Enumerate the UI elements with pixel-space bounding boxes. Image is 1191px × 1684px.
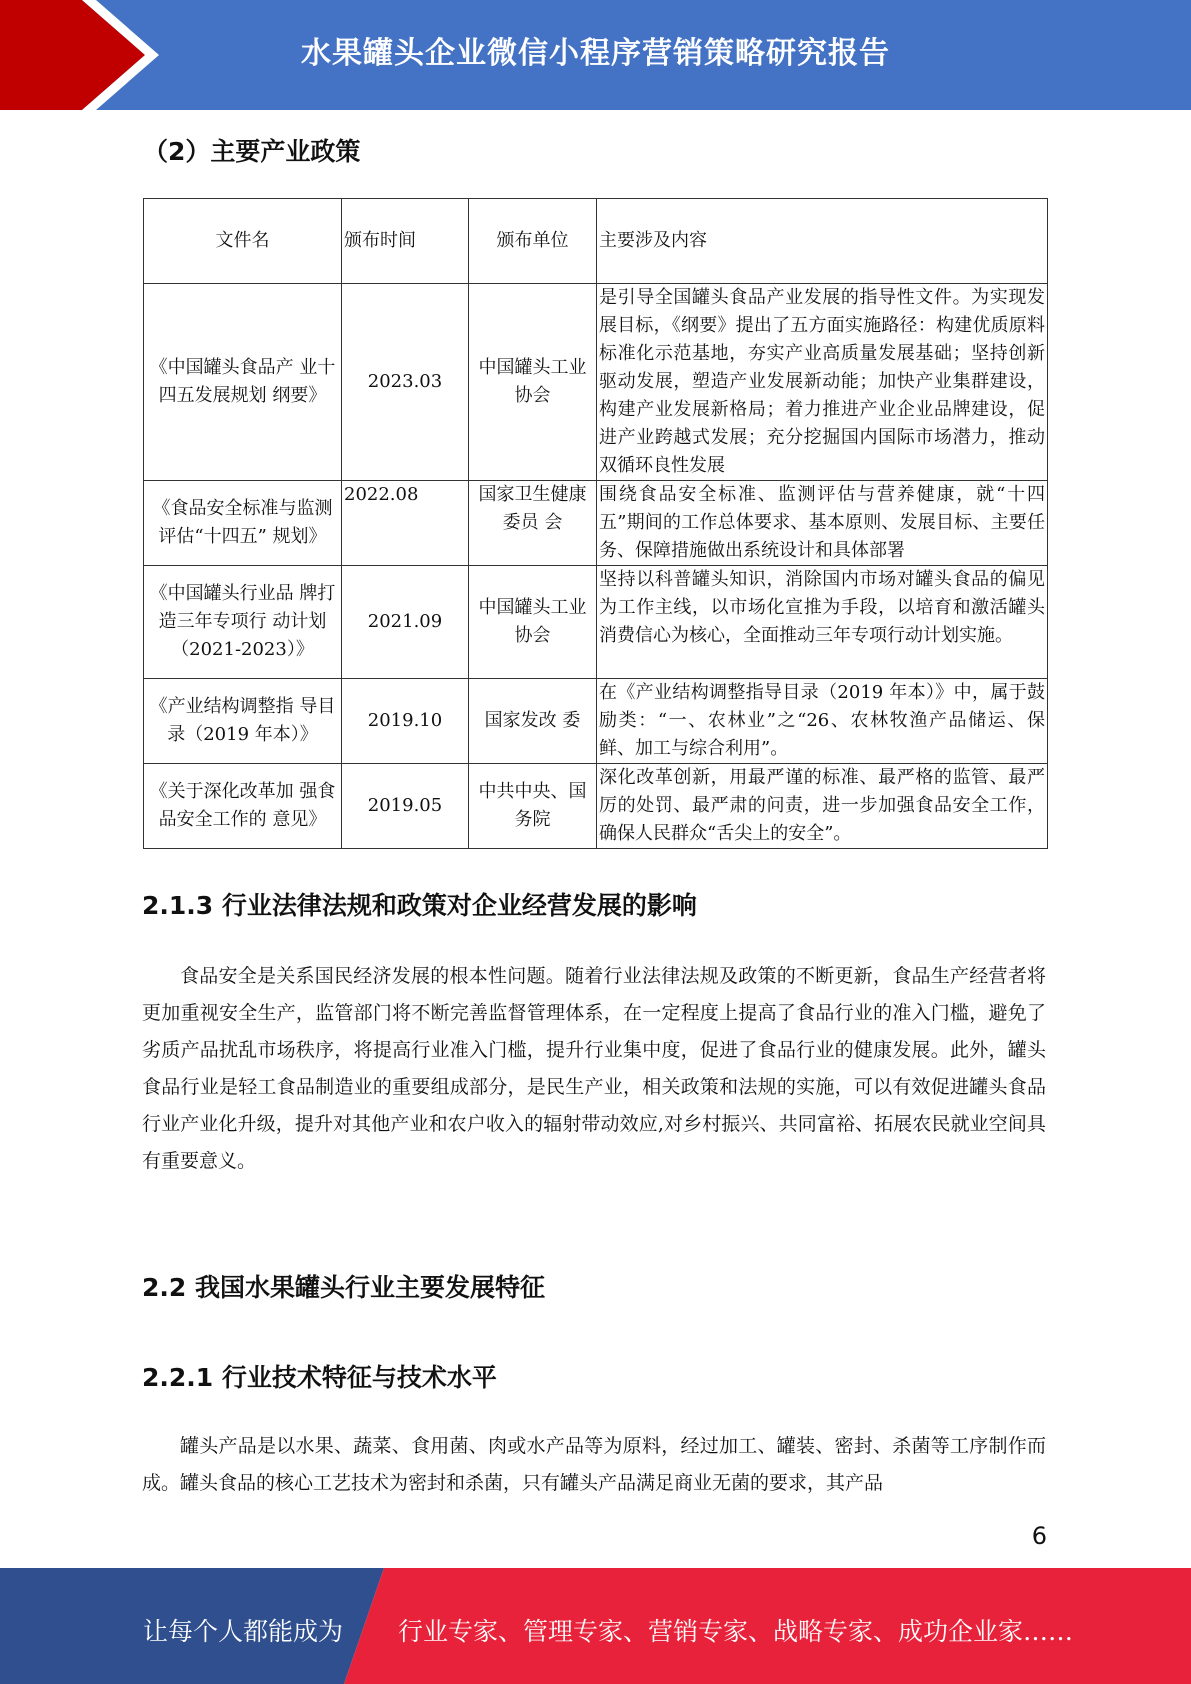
section-heading-2-1-3: 2.1.3 行业法律法规和政策对企业经营发展的影响 [142,891,697,920]
header-cell-org: 颁布单位 [469,199,597,284]
section-heading-2-2-1: 2.2.1 行业技术特征与技术水平 [142,1363,497,1392]
footer-slogan-left: 让每个人都能成为 [143,1617,344,1646]
page-number: 6 [1031,1522,1047,1550]
table-row [144,679,1048,764]
cell-org: 中共中央、国务院 [469,764,597,849]
cell-content: 是引导全国罐头食品产业发展的指导性文件。为实现发展目标，《纲要》提出了五方面实施路径：构建优质原料标准化示范基地，夯实产业高质量发展基础；坚持创新驱动发展，塑造产业发展新动能；加快产业集群建设，构建产业发展新格局；着力推进产业企业品牌建设，促进产业跨越式发展；充分挖掘国内国际市场潜力，推动双循环良性发展 [599,287,1045,476]
table-row [144,481,1048,566]
paragraph-2-1-3: 食品安全是关系国民经济发展的根本性问题。随着行业法律法规及政策的不断更新，食品生产经营者将更加重视安全生产，监管部门将不断完善监督管理体系，在一定程度上提高了食品行业的准入门槛，避免了劣质产品扰乱市场秩序，将提高行业准入门槛，提升行业集中度，促进了食品行业的健康发展。此外，罐头食品行业是轻工食品制造业的重要组成部分，是民生产业，相关政策和法规的实施，可以有效促进罐头食品行业产业化升级，提升对其他产业和农户收入的辐射带动效应,对乡村振兴、共同富裕、拓展农民就业空间具有重要意义。 [142,965,1046,1172]
cell-date: 2022.08 [342,481,469,566]
cell-name: 《关于深化改革加 强食品安全工作的 意见》 [144,764,342,849]
cell-name: 《食品安全标准与监测评估“十四五” 规划》 [144,481,342,566]
cell-content: 围绕食品安全标准、监测评估与营养健康，就“十四五”期间的工作总体要求、基本原则、发展目标、主要任务、保障措施做出系统设计和具体部署 [599,484,1045,561]
cell-date: 2023.03 [342,284,469,481]
footer-banner [0,1568,1191,1684]
table-header-row [144,199,1048,284]
cell-org: 国家卫生健康委员 会 [469,481,597,566]
cell-date: 2021.09 [342,566,469,679]
cell-org: 中国罐头工业协会 [469,284,597,481]
section-heading-policy: （2）主要产业政策 [143,137,361,166]
header-cell-content: 主要涉及内容 [597,199,1048,284]
cell-date: 2019.10 [342,679,469,764]
cell-content: 在《产业结构调整指导目录（2019 年本）》中，属于鼓励类：“一、农林业”之“26、农林牧渔产品储运、保鲜、加工与综合利用”。 [599,682,1045,759]
cell-content: 坚持以科普罐头知识，消除国内市场对罐头食品的偏见为工作主线，以市场化宣推为手段，以培育和激活罐头消费信心为核心，全面推动三年专项行动计划实施。 [599,569,1045,646]
header-cell-date: 颁布时间 [342,199,469,284]
policy-table [143,198,1048,849]
header-banner [0,0,1191,110]
report-title: 水果罐头企业微信小程序营销策略研究报告 [301,36,890,71]
cell-name: 《中国罐头食品产 业十四五发展规划 纲要》 [144,284,342,481]
cell-org: 中国罐头工业协会 [469,566,597,679]
header-cell-name: 文件名 [144,199,342,284]
cell-date: 2019.05 [342,764,469,849]
table-row [144,764,1048,849]
footer-slogan-right: 行业专家、管理专家、营销专家、战略专家、成功企业家…… [398,1617,1074,1646]
section-heading-2-2: 2.2 我国水果罐头行业主要发展特征 [142,1273,545,1302]
cell-org: 国家发改 委 [469,679,597,764]
cell-content: 深化改革创新，用最严谨的标准、最严格的监管、最严厉的处罚、最严肃的问责，进一步加强食品安全工作，确保人民群众“舌尖上的安全”。 [599,767,1045,844]
table-row [144,284,1048,481]
table-row [144,566,1048,679]
cell-name: 《产业结构调整指 导目录（2019 年本）》 [144,679,342,764]
cell-name: 《中国罐头行业品 牌打造三年专项行 动计划（2021-2023）》 [144,566,342,679]
paragraph-2-2-1: 罐头产品是以水果、蔬菜、食用菌、肉或水产品等为原料，经过加工、罐装、密封、杀菌等工序制作而成。罐头食品的核心工艺技术为密封和杀菌，只有罐头产品满足商业无菌的要求，其产品 [142,1435,1046,1494]
